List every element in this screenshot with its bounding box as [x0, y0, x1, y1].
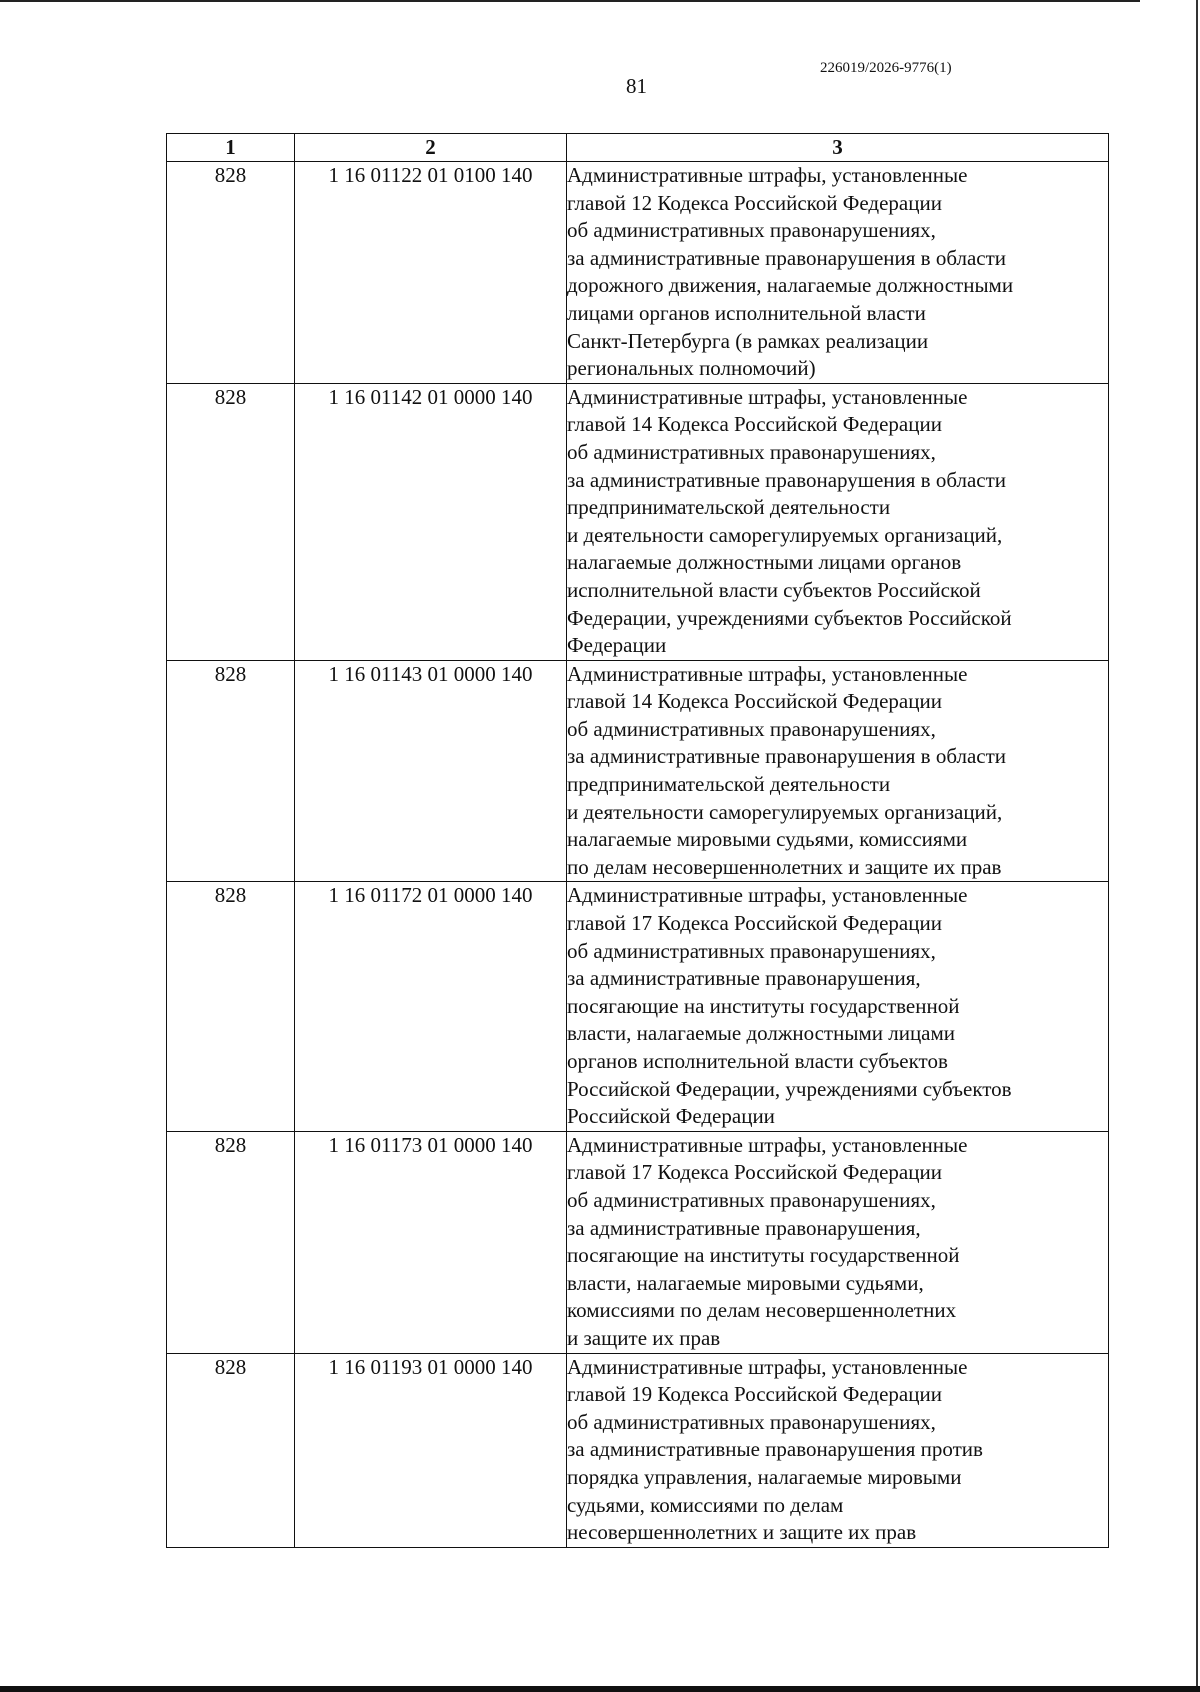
budget-code-cell: 1 16 01193 01 0000 140 — [295, 1353, 567, 1547]
description-cell — [567, 882, 1109, 1131]
description-line: дорожного движения, налагаемые должностными — [567, 273, 1014, 298]
page-edge-top — [0, 0, 1140, 2]
page-number: 81 — [626, 74, 647, 98]
description-line: и деятельности саморегулируемых организаций, — [567, 522, 1003, 547]
description-line: об административных правонарушениях, — [567, 439, 936, 464]
table-row — [167, 383, 1109, 660]
description-line: региональных полномочий) — [567, 356, 816, 381]
column-header-3: 3 — [567, 134, 1109, 162]
description-cell — [567, 162, 1109, 384]
table-row — [167, 162, 1109, 384]
table-row — [167, 1131, 1109, 1353]
description-line: по делам несовершеннолетних и защите их прав — [567, 854, 1002, 879]
description-line: Административные штрафы, установленные — [567, 661, 968, 686]
description-line: и защите их прав — [567, 1325, 721, 1350]
description-line: лицами органов исполнительной власти — [567, 300, 926, 325]
description-line: главой 14 Кодекса Российской Федерации — [567, 412, 942, 437]
table-body — [167, 162, 1109, 1548]
description-line: Федерации, учреждениями субъектов Российской — [567, 605, 1012, 630]
description-line: Административные штрафы, установленные — [567, 883, 968, 908]
description-line: за административные правонарушения, — [567, 966, 921, 991]
description-line: посягающие на институты государственной — [567, 993, 960, 1018]
description-line: комиссиями по делам несовершеннолетних — [567, 1298, 957, 1323]
description-cell — [567, 660, 1109, 882]
description-line: налагаемые мировыми судьями, комиссиями — [567, 827, 968, 852]
description-line: порядка управления, налагаемые мировыми — [567, 1464, 962, 1489]
description-line: посягающие на институты государственной — [567, 1243, 960, 1268]
budget-code-cell: 1 16 01122 01 0100 140 — [295, 162, 567, 384]
page-edge-bottom — [0, 1686, 1200, 1692]
description-line: Федерации — [567, 633, 667, 658]
description-cell — [567, 383, 1109, 660]
column-header-1: 1 — [167, 134, 295, 162]
description-line: Административные штрафы, установленные — [567, 1132, 968, 1157]
admin-code-cell: 828 — [167, 383, 295, 660]
description-line: и деятельности саморегулируемых организаций, — [567, 799, 1003, 824]
description-line: об административных правонарушениях, — [567, 1409, 936, 1434]
budget-code-cell: 1 16 01143 01 0000 140 — [295, 660, 567, 882]
page-edge-right — [1196, 0, 1198, 1692]
description-line: главой 19 Кодекса Российской Федерации — [567, 1382, 942, 1407]
description-line: об административных правонарушениях, — [567, 1187, 936, 1212]
description-line: Российской Федерации, учреждениями субъектов — [567, 1076, 1012, 1101]
description-line: об административных правонарушениях, — [567, 716, 936, 741]
description-line: об административных правонарушениях, — [567, 218, 936, 243]
description-line: за административные правонарушения в области — [567, 245, 1007, 270]
description-line: главой 17 Кодекса Российской Федерации — [567, 1160, 942, 1185]
description-line: исполнительной власти субъектов Российской — [567, 577, 981, 602]
description-line: несовершеннолетних и защите их прав — [567, 1520, 917, 1545]
admin-code-cell: 828 — [167, 1353, 295, 1547]
budget-code-cell: 1 16 01142 01 0000 140 — [295, 383, 567, 660]
budget-code-cell: 1 16 01173 01 0000 140 — [295, 1131, 567, 1353]
admin-code-cell: 828 — [167, 660, 295, 882]
description-line: налагаемые должностными лицами органов — [567, 550, 962, 575]
table-row — [167, 1353, 1109, 1547]
description-line: судьями, комиссиями по делам — [567, 1492, 844, 1517]
budget-codes-table — [166, 133, 1109, 1548]
description-line: Административные штрафы, установленные — [567, 163, 968, 187]
column-header-2: 2 — [295, 134, 567, 162]
description-cell — [567, 1131, 1109, 1353]
description-line: за административные правонарушения против — [567, 1437, 983, 1462]
description-line: предпринимательской деятельности — [567, 772, 891, 797]
description-line: власти, налагаемые должностными лицами — [567, 1021, 956, 1046]
description-line: предпринимательской деятельности — [567, 495, 891, 520]
description-line: органов исполнительной власти субъектов — [567, 1049, 948, 1073]
description-line: Санкт-Петербурга (в рамках реализации — [567, 328, 929, 353]
table-row — [167, 882, 1109, 1131]
description-line: об административных правонарушениях, — [567, 938, 936, 963]
description-line: за административные правонарушения в области — [567, 467, 1007, 492]
description-cell — [567, 1353, 1109, 1547]
description-line: за административные правонарушения в области — [567, 744, 1007, 769]
description-line: главой 12 Кодекса Российской Федерации — [567, 190, 942, 215]
table-row — [167, 660, 1109, 882]
description-line: Российской Федерации — [567, 1104, 775, 1129]
description-line: Административные штрафы, установленные — [567, 384, 968, 409]
description-line: Административные штрафы, установленные — [567, 1354, 968, 1379]
document-id: 226019/2026-9776(1) — [820, 60, 952, 76]
description-line: власти, налагаемые мировыми судьями, — [567, 1270, 924, 1295]
admin-code-cell: 828 — [167, 162, 295, 384]
budget-code-cell: 1 16 01172 01 0000 140 — [295, 882, 567, 1131]
table-header-row — [167, 134, 1109, 162]
admin-code-cell: 828 — [167, 1131, 295, 1353]
description-line: за административные правонарушения, — [567, 1215, 921, 1240]
description-line: главой 17 Кодекса Российской Федерации — [567, 911, 942, 936]
description-line: главой 14 Кодекса Российской Федерации — [567, 689, 942, 714]
admin-code-cell: 828 — [167, 882, 295, 1131]
